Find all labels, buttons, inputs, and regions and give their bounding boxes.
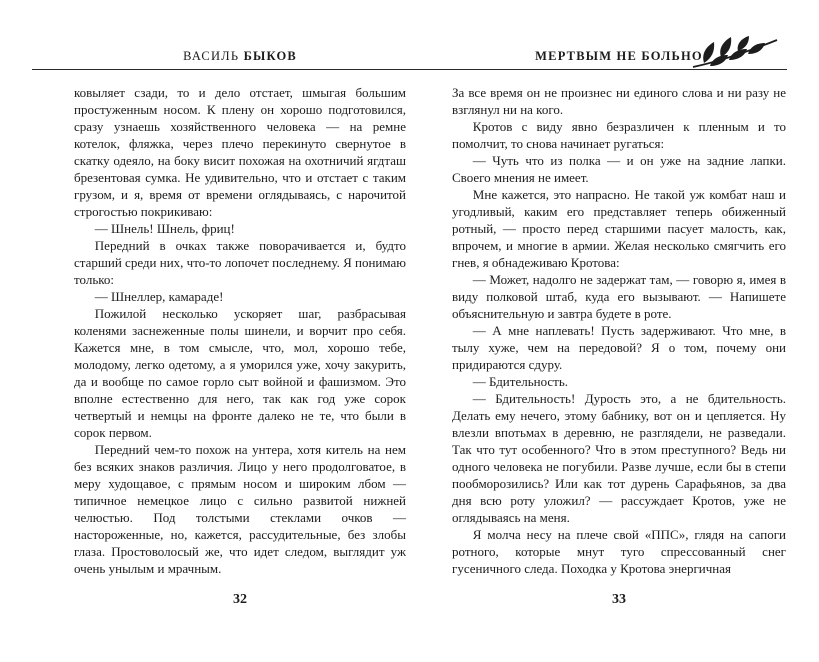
paragraph: ковыляет сзади, то и дело отстает, шмыгая большим простуженным носом. К плену он хорошо подготовился, сразу узнаешь хозяйственного человека — на ремне котелок, фляжка, через плечо перекинуто свернутое в скатку одеяло, на боку висит похожая на охотничий ягдташ брезентовая сумка. Не удивительно, что и отстает с таким грузом, и я, время от времени оглядываясь, с нарочитой строгостью покрикиваю: [74,85,406,219]
paragraph: Я молча несу на плече свой «ППС», глядя на сапоги ротного, которые мнут туго спрессованный снег гусеничного следа. Походка у Кротова энергичная [452,527,786,576]
paragraph: — Шнель! Шнель, фриц! [94,221,235,236]
paragraph: Пожилой несколько ускоряет шаг, разбрасывая коленями заснеженные полы шинели, и ворчит про себя. Кажется мне, в том смысле, что, мол, хорошо тебе, молодому, легко одетому, а я уморился уже, хочу закурить, да и вообще по самое горло сыт войной и фашизмом. Это вполне естественно для него, так как год уже сорок четвертый и немцы на фронте далеко не те, что были в сорок первом. [74,306,406,440]
paragraph: — Бдительность! Дурость это, а не бдительность. Делать ему нечего, этому бабнику, вот он и цепляется. Ну влезли впотьмах в деревню, не разглядели, не разведали. Так что тут особенного? Что в этом преступного? Ведь ни одного человека не погубили. Разве лучше, если бы в степи пообморозились? Или как тот дурень Сарафьянов, за два дня всю роту уложил? — рассуждает Кротов, уже не оглядываясь на меня. [452,391,786,525]
left-page-text-column [74,84,406,590]
paragraph: — Шнеллер, камараде! [94,289,224,304]
paragraph: — Бдительность. [472,374,569,389]
paragraph: — Может, надолго не задержат там, — говорю я, имея в виду полковой штаб, куда его вызывают. — Напишете объяснительную и завтра будете в роте. [452,272,786,321]
right-page-number: 33 [612,592,626,607]
laurel-ornament-icon [691,36,779,70]
paragraph: Мне кажется, это напрасно. Не такой уж комбат наш и угодливый, каким его представляет теперь обиженный ротный, — просто перед старшими пасует малость, как, впрочем, и многие в армии. Желая несколько смягчить его гнев, я обнадеживаю Кротова: [452,187,786,270]
book-title: МЕРТВЫМ НЕ БОЛЬНО [535,49,703,63]
paragraph: — А мне наплевать! Пусть задерживают. Что мне, в тылу хуже, чем на передовой? Я о том, почему они придираются сдуру. [452,323,786,372]
right-page-text-column [452,84,786,590]
author-first-name: ВАСИЛЬ [183,49,240,63]
author-last-name: БЫКОВ [243,49,297,63]
paragraph: Кротов с виду явно безразличен к пленным и то помолчит, то снова начинает ругаться: [452,119,786,151]
paragraph: Передний в очках также поворачивается и, будто старший среди них, что-то лопочет последнему. Я понимаю только: [74,238,406,287]
running-head-author [74,49,406,64]
header-rule [32,69,787,70]
paragraph: Передний чем-то похож на унтера, хотя китель на нем без всяких знаков различия. Лицо у него продолговатое, в меру худощавое, с прямым носом и широким лбом — типичное немецкое лицо с сильно развитой нижней челюстью. Под толстыми стеклами очков — настороженные, но, кажется, рассудительные, без злобы глаза. Простоволосый же, что идет следом, выглядит уж очень унылым и мрачным. [74,442,406,576]
paragraph: За все время он не произнес ни единого слова и ни разу не взглянул ни на кого. [452,85,786,117]
paragraph: — Чуть что из полка — и он уже на задние лапки. Своего мнения не имеет. [452,153,786,185]
left-page-number: 32 [233,592,247,607]
